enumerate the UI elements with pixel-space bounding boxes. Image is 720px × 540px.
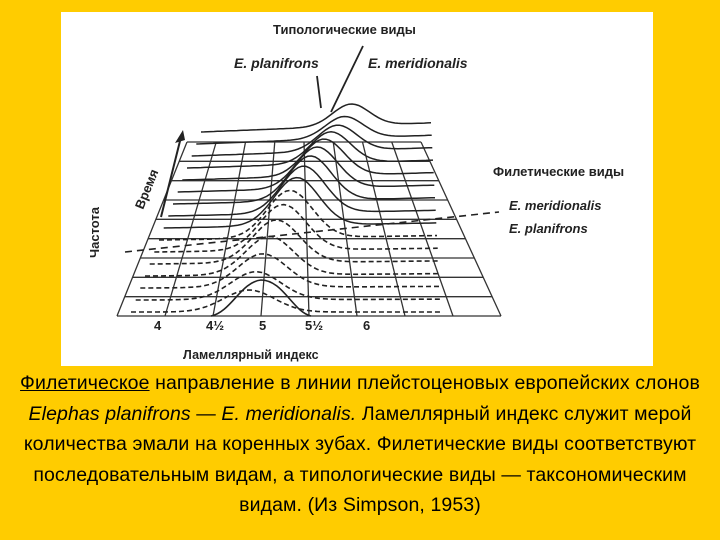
grid-line-vertical <box>421 142 501 316</box>
frequency-curve <box>145 237 439 277</box>
time-axis-arrow <box>161 137 181 217</box>
grid-line-vertical <box>392 142 453 316</box>
grid-line-vertical <box>363 142 406 316</box>
phyletic-lower-label: E. planifrons <box>509 221 588 236</box>
frequency-curve <box>201 104 431 132</box>
x-tick-4-5: 4½ <box>206 318 225 333</box>
caption-dash: — <box>190 402 222 425</box>
caption-underlined-term: Филетическое <box>20 372 150 394</box>
caption-text-1: направление в линии плейстоценовых европейских слонов <box>149 372 700 394</box>
frequency-curve <box>140 254 439 288</box>
figure-caption <box>18 368 702 521</box>
phyletic-upper-label: E. meridionalis <box>509 198 602 213</box>
typological-right-label: E. meridionalis <box>368 55 468 71</box>
time-arrow-head <box>175 130 185 143</box>
y-axis-label: Частота <box>87 206 102 258</box>
x-tick-5-5: 5½ <box>305 318 324 333</box>
grid-line-vertical <box>261 142 275 316</box>
time-axis-label: Время <box>131 166 162 212</box>
frequency-curve <box>131 290 441 312</box>
caption-species-2: E. meridionalis. <box>221 402 357 425</box>
typological-left-label: E. planifrons <box>234 55 319 71</box>
typological-pointer-right <box>331 46 363 112</box>
frequency-curve <box>192 125 433 156</box>
typological-pointer-left <box>317 76 321 108</box>
phyletic-title: Филетические виды <box>493 164 625 179</box>
caption-text-2: Ламеллярный индекс служит мерой количества эмали на коренных зубах. Филетические виды соответствуют последовательным видам, а типологические виды — таксономическим видам. (Из Simpson, 1953) <box>23 402 697 516</box>
x-axis-label: Ламеллярный индекс <box>183 348 319 362</box>
frequency-curve <box>182 139 433 180</box>
grid-line-vertical <box>213 142 246 316</box>
x-tick-6: 6 <box>363 318 371 333</box>
frequency-curves <box>131 104 441 316</box>
grid-line-vertical <box>117 142 187 316</box>
caption-species-1: Elephas planifrons <box>28 402 191 425</box>
x-tick-5: 5 <box>259 318 267 333</box>
typological-title: Типологические виды <box>273 22 416 37</box>
phyletic-divider-line <box>125 212 499 252</box>
phyletic-diagram <box>61 12 653 366</box>
x-tick-4: 4 <box>154 318 162 333</box>
